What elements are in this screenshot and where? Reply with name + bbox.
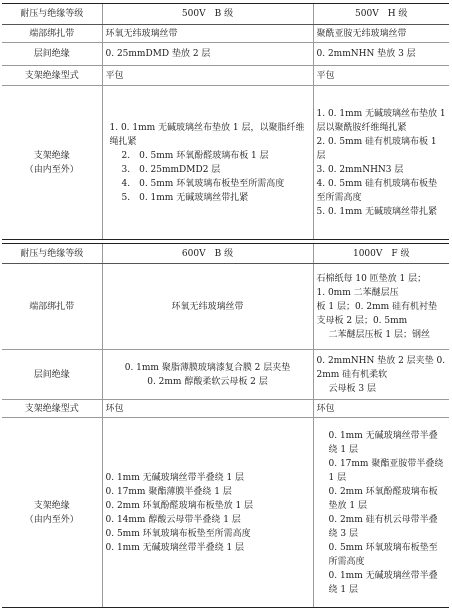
t2-header-1000v-f: 1000V F 级 — [313, 244, 449, 264]
t2-row-label: 支架绝缘型式 — [2, 400, 102, 418]
t2-row-support-type — [2, 400, 449, 418]
t2-header-grade-label: 耐压与绝缘等级 — [2, 244, 102, 264]
t2-row-support-insulation — [2, 418, 449, 608]
insulation-spec-table — [2, 3, 449, 608]
t1-cell-b — [102, 25, 313, 43]
cell-text: 平包 — [316, 70, 335, 81]
list-item: 0. 14mm 醇酸云母带半叠绕 1 层 — [105, 514, 241, 525]
list-item: 4. 0. 5mm 硅有机玻璃布板垫至所需高度 — [316, 178, 438, 203]
cell-text: 云母板 3 层 — [328, 383, 376, 394]
t1-header-grade-label: 耐压与绝缘等级 — [2, 4, 102, 25]
label-line: （由内至外） — [24, 514, 79, 525]
list-item: 0. 2mm 环氧酚醛玻璃布板垫放 1 层 — [105, 500, 254, 511]
t2-cell-f — [313, 350, 449, 400]
list-item: 3. 0. 2mmNHN3 层 — [316, 164, 404, 175]
t1-cell-h — [313, 43, 449, 66]
t2-row-label: 层间绝缘 — [2, 350, 102, 400]
t2-cell-b-list — [102, 418, 313, 608]
label-line: （由内至外） — [24, 164, 79, 175]
cell-text: 0. 1mm 聚脂薄膜玻璃漆复合膜 2 层夹垫 — [124, 362, 291, 373]
label-line: 支架绝缘 — [33, 150, 70, 161]
list-item: 0. 2mm 硅有机云母带半叠绕 3 层 — [328, 514, 438, 539]
t1-cell-h — [313, 25, 449, 43]
list-item: 0. 17mm 聚酯薄膜半叠绕 1 层 — [105, 486, 232, 497]
t1-row-label-multiline — [2, 86, 102, 240]
t2-cell-f-list — [313, 418, 449, 608]
list-item: 二苯醚层压板 1 层；钢丝 — [328, 329, 430, 340]
t2-row-end-binding — [2, 264, 449, 350]
t2-cell-f — [313, 400, 449, 418]
t1-row-interlayer — [2, 43, 449, 66]
t1-row-end-binding — [2, 25, 449, 43]
list-item: 0. 5mm 环氧玻璃布板垫至所需高度 — [328, 542, 438, 567]
cell-text: 环包 — [105, 403, 124, 414]
t1-header-500v-b: 500V B 级 — [102, 4, 313, 25]
t2-header-600v-b: 600V B 级 — [102, 244, 313, 264]
t2-row-interlayer — [2, 350, 449, 400]
t2-header-row — [2, 244, 449, 264]
t2-cell-b — [102, 400, 313, 418]
list-item: 5. 0. 1mm 无碱玻璃丝带扎紧 — [316, 206, 438, 217]
list-item: 0. 17mm 聚酯亚胺带半叠绕 1 层 — [328, 458, 444, 483]
cell-text: 平包 — [105, 70, 124, 81]
cell-text: 环氧无纬玻璃丝带 — [105, 28, 178, 39]
t1-cell-h-list — [313, 86, 449, 240]
cell-text: 聚酰亚胺无纬玻璃丝带 — [316, 28, 407, 39]
t1-header-500v-h: 500V H 级 — [313, 4, 449, 25]
t2-cell-b — [102, 264, 313, 350]
list-item: 0. 5mm 环氧玻璃布板垫至所需高度 — [105, 528, 251, 539]
t2-row-label: 端部绑扎带 — [2, 264, 102, 350]
cell-text: 0. 25mmDMD 垫放 2 层 — [105, 49, 211, 59]
list-item: 0. 2mm 环氧酚醛玻璃布板垫放 1 层 — [328, 486, 438, 511]
cell-text: 0. 2mm 醇酸柔软云母板 2 层 — [147, 376, 268, 387]
t1-row-support-type — [2, 66, 449, 86]
list-item: 石棉纸每 10 匝垫放 1 层； — [316, 273, 427, 284]
list-item: 4. 0. 5mm 环氧玻璃布板垫至所需高度 — [121, 178, 285, 189]
list-item: 5. 0. 1mm 无碱玻璃丝带扎紧 — [121, 192, 249, 203]
list-item: 0. 1mm 无碱玻璃丝带半叠绕 1 层 — [328, 570, 438, 595]
t1-cell-b — [102, 43, 313, 66]
list-item: 3. 0. 25mmDMD2 层 — [121, 164, 221, 175]
cell-text: 环包 — [316, 403, 335, 414]
t1-row-label: 支架绝缘型式 — [2, 66, 102, 86]
cell-text: 0. 2mmNHN 垫放 3 层 — [316, 49, 416, 59]
list-item: 1. 0mm 二苯醚层压 — [316, 287, 399, 298]
list-item: 0. 1mm 无碱玻璃丝带半叠绕 1 层 — [105, 542, 245, 553]
t2-cell-b — [102, 350, 313, 400]
list-item: 1. 0. 1mm 无碱玻璃丝布垫放 1 层，以聚脂纤维绳扎紧 — [109, 122, 305, 147]
cell-text: 环氧无纬玻璃丝带 — [171, 301, 244, 312]
cell-text: 0. 2mmNHN 垫放 2 层夹垫 0. 2mm 硅有机柔软 — [316, 355, 446, 380]
t1-row-support-insulation — [2, 86, 449, 240]
t1-row-label: 层间绝缘 — [2, 43, 102, 66]
t2-cell-f-list — [313, 264, 449, 350]
list-item: 0. 1mm 无碱玻璃丝带半叠绕 1 层 — [328, 430, 438, 455]
list-item: 1. 0. 1mm 无碱玻璃丝布垫放 1 层以聚酰胺纤维绳扎紧 — [316, 108, 446, 133]
list-item: 板 1 层；0. 2mm 硅有机衬垫支母板 2 层；0. 5mm — [316, 301, 438, 326]
t1-cell-h — [313, 66, 449, 86]
list-item: 0. 1mm 无碱玻璃丝带半叠绕 1 层 — [105, 472, 245, 483]
label-line: 支架绝缘 — [33, 500, 70, 511]
t1-cell-b-list — [102, 86, 313, 240]
t2-row-label-multiline — [2, 418, 102, 608]
t1-row-label: 端部绑扎带 — [2, 25, 102, 43]
t1-cell-b — [102, 66, 313, 86]
t1-header-row — [2, 4, 449, 25]
list-item: 2. 0. 5mm 硅有机玻璃布板 1 层 — [316, 136, 437, 161]
list-item: 2. 0. 5mm 环氧酚醛玻璃布板 1 层 — [121, 150, 269, 161]
